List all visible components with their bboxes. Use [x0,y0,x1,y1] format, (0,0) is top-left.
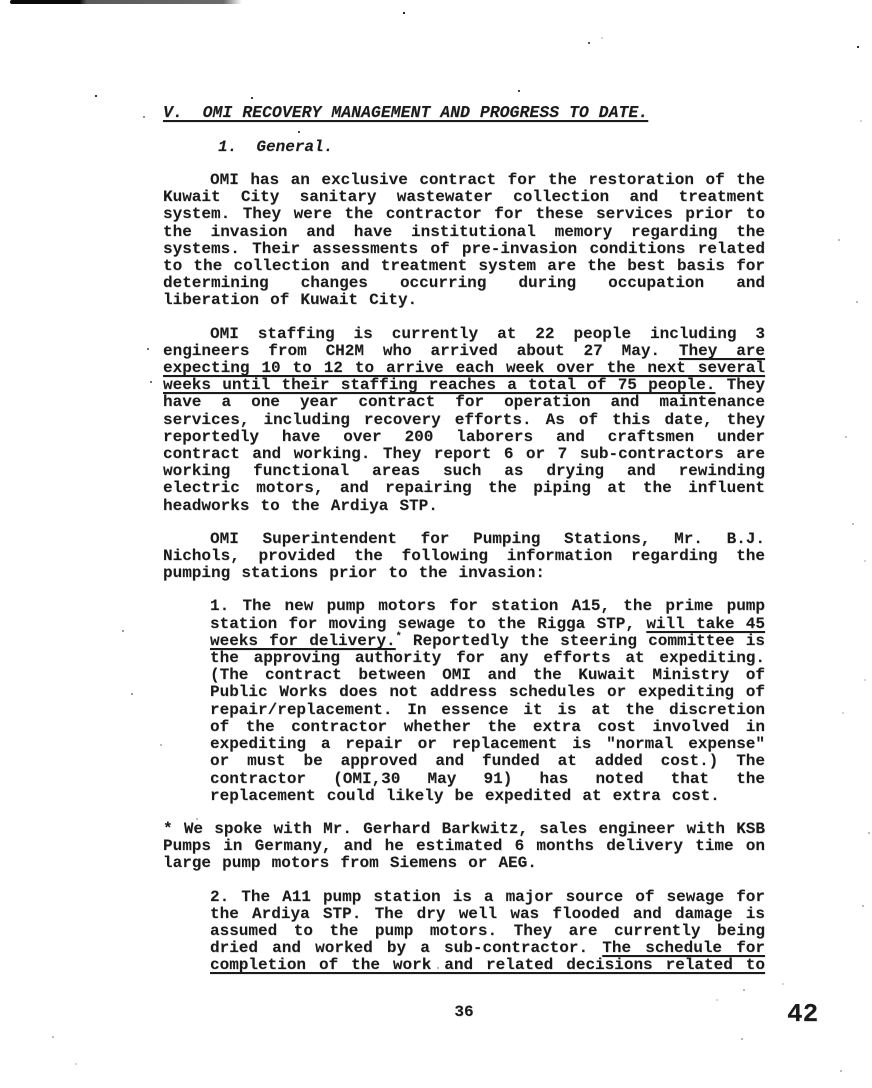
text-run: Reportedly the steering committee is the approving authority for any efforts at expediting. (The contract between OMI and the Kuwait Ministry of Public Works does not address schedules or expediting of repair/replacement. In essence it is at the discretion of the contractor whether the extra cost involved in expediting a repair or replacement is "normal expense" or must be approved and funded at added cost.) The contractor (OMI,30 May 91) has noted that the replacement could likely be expedited at extra cost. [210,631,765,805]
corner-page-number: 42 [787,999,819,1029]
underlined-passage: The schedule for completion of the work and related decisions related to [210,939,766,975]
text-run: 2. The A11 pump station is a major source of sewage for the Ardiya STP. The dry well was flooded and damage is assumed to the pump motors. They are currently being dried and worked by a sub-contractor. [210,887,765,958]
text-run: They have a one year contract for operation and maintenance services, including recovery efforts. As of this date, they reportedly have over 200 laborers and craftsmen under contract and working. They report 6 or 7 sub-contractors are working functional areas such as drying and rewinding electric motors, and repairing the piping at the influent headworks to the Ardiya STP. [163,376,765,515]
text-run: OMI has an exclusive contract for the restoration of the Kuwait City sanitary wastewater collection and treatment system. They were the contractor for these services prior to the invasion and have institutional memory regarding the systems. Their assessments of pre-invasion conditions related to the collection and treatment system are the best basis for determining changes occurring during occupation and liberation of Kuwait City. [163,171,765,310]
subsection-heading: 1. General. [218,138,334,156]
document-content [163,103,765,1021]
section-heading: V. OMI RECOVERY MANAGEMENT AND PROGRESS TO DATE. [163,103,649,122]
underlined-passage: will take 45 weeks for delivery. [210,614,766,650]
scan-artifact-bar [10,0,242,4]
para-general [163,172,765,310]
text-run: 1. The new pump motors for station A15, the prime pump station for moving sewage to the Rigga STP, [210,597,765,633]
page-number: 36 [454,1002,474,1021]
footnote [163,821,765,873]
footnote-marker: * [395,631,402,643]
list-item-2 [210,889,765,975]
para-staffing [163,326,765,515]
list-item-1 [210,598,765,804]
text-run: * We spoke with Mr. Gerhard Barkwitz, sales engineer with KSB Pumps in Germany, and he estimated 6 months delivery time on large pump motors from Siemens or AEG. [163,819,765,873]
para-superintendent [163,531,765,583]
body-text [163,172,765,975]
scan-noise-speckles [0,0,2,2]
underlined-passage: They are expecting 10 to 12 to arrive each week over the next several weeks until their staffing reaches a total of 75 people. [163,341,766,395]
text-run: OMI staffing is currently at 22 people including 3 engineers from CH2M who arrived about 27 May. [163,324,765,360]
text-run: OMI Superintendent for Pumping Stations, Mr. B.J. Nichols, provided the following information regarding the pumping stations prior to the invasion: [163,529,765,583]
